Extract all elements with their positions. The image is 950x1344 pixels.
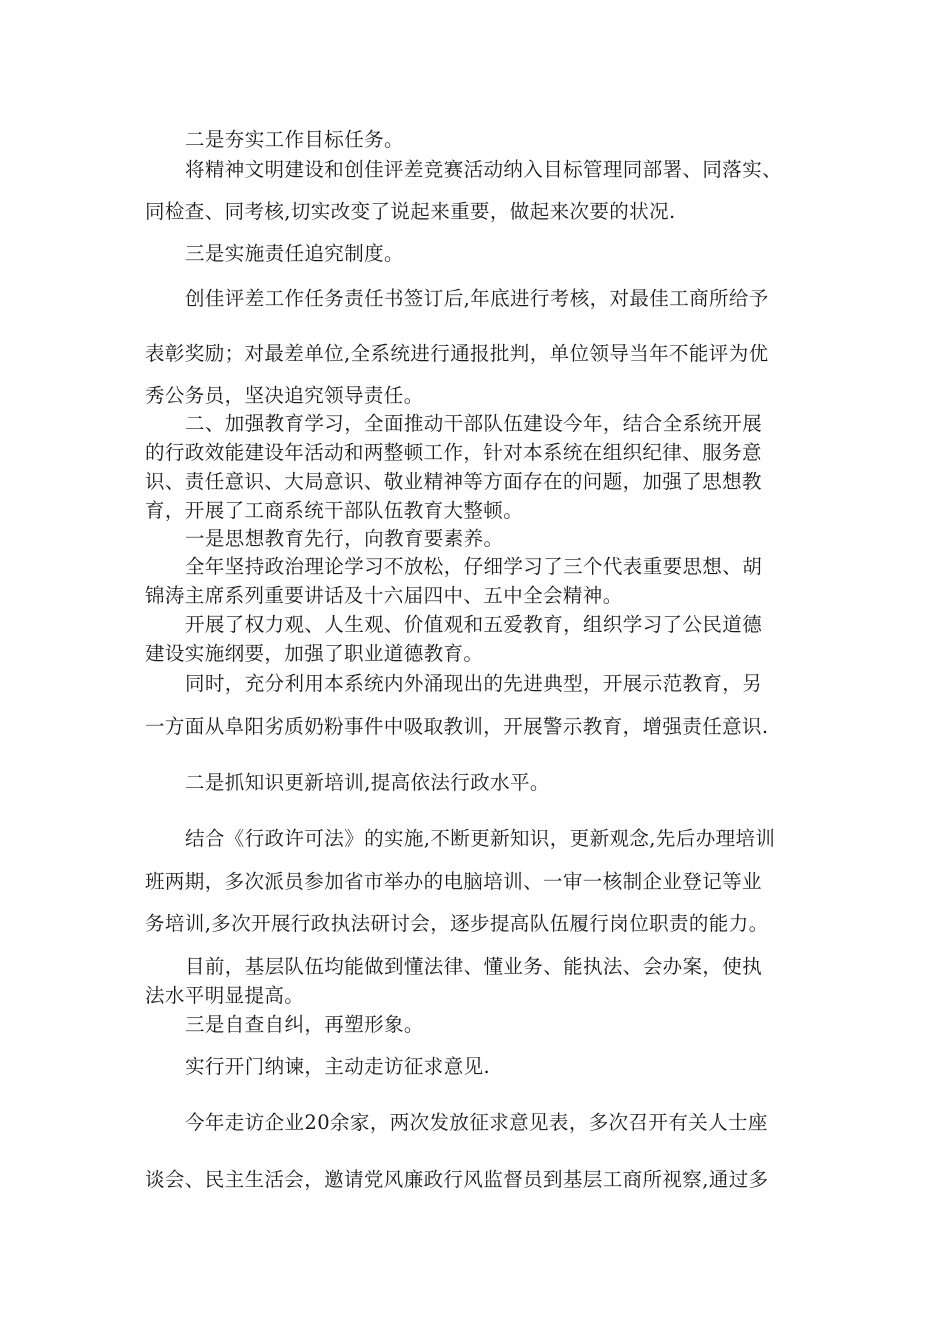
paragraph-line: 二是抓知识更新培训,提高依法行政水平。 — [185, 771, 550, 794]
paragraph-line: 表彰奖励；对最差单位,全系统进行通报批判，单位领导当年不能评为优 — [145, 342, 769, 365]
paragraph-line: 全年坚持政治理论学习不放松，仔细学习了三个代表重要思想、胡 — [185, 555, 763, 578]
paragraph-line: 三是实施责任追究制度。 — [185, 242, 404, 265]
paragraph-line: 开展了权力观、人生观、价值观和五爱教育，组织学习了公民道德 — [185, 613, 763, 636]
paragraph-line: 将精神文明建设和创佳评差竞赛活动纳入目标管理同部署、同落实、 — [185, 158, 783, 181]
paragraph-line: 同时，充分利用本系统内外涌现出的先进典型，开展示范教育，另 — [185, 672, 763, 695]
paragraph-line: 结合《行政许可法》的实施,不断更新知识，更新观念,先后办理培训 — [185, 827, 776, 850]
paragraph-line: 谈会、民主生活会，邀请党风廉政行风监督员到基层工商所视察,通过多 — [145, 1168, 769, 1191]
paragraph-line: 同检查、同考核,切实改变了说起来重要，做起来次要的状况. — [145, 200, 676, 223]
paragraph-line: 务培训,多次开展行政执法研讨会，逐步提高队伍履行岗位职责的能力。 — [145, 912, 769, 935]
paragraph-line: 识、责任意识、大局意识、敬业精神等方面存在的问题，加强了思想教 — [145, 470, 762, 493]
paragraph-line: 的行政效能建设年活动和两整顿工作，针对本系统在组织纪律、服务意 — [145, 441, 762, 464]
paragraph-line: 创佳评差工作任务责任书签订后,年底进行考核，对最佳工商所给予 — [185, 287, 769, 310]
paragraph-line: 三是自查自纠，再塑形象。 — [185, 1013, 424, 1036]
paragraph-line: 法水平明显提高。 — [145, 984, 305, 1007]
paragraph-line: 班两期，多次派员参加省市举办的电脑培训、一审一核制企业登记等业 — [145, 870, 762, 893]
paragraph-line: 一方面从阜阳劣质奶粉事件中吸取教训，开展警示教育，增强责任意识. — [145, 715, 769, 738]
paragraph-line: 二是夯实工作目标任务。 — [185, 128, 404, 151]
paragraph-line: 二、加强教育学习，全面推动干部队伍建设今年，结合全系统开展 — [185, 412, 763, 435]
paragraph-line: 育，开展了工商系统干部队伍教育大整顿。 — [145, 499, 524, 522]
paragraph-line: 秀公务员，坚决追究领导责任。 — [145, 384, 424, 407]
paragraph-line: 锦涛主席系列重要讲话及十六届四中、五中全会精神。 — [145, 584, 623, 607]
paragraph-line: 建设实施纲要，加强了职业道德教育。 — [145, 642, 484, 665]
paragraph-line: 目前，基层队伍均能做到懂法律、懂业务、能执法、会办案，使执 — [185, 955, 763, 978]
paragraph-line: 今年走访企业20余家，两次发放征求意见表，多次召开有关人士座 — [185, 1111, 768, 1134]
paragraph-line: 一是思想教育先行，向教育要素养。 — [185, 527, 504, 550]
paragraph-line: 实行开门纳谏，主动走访征求意见. — [185, 1055, 491, 1078]
